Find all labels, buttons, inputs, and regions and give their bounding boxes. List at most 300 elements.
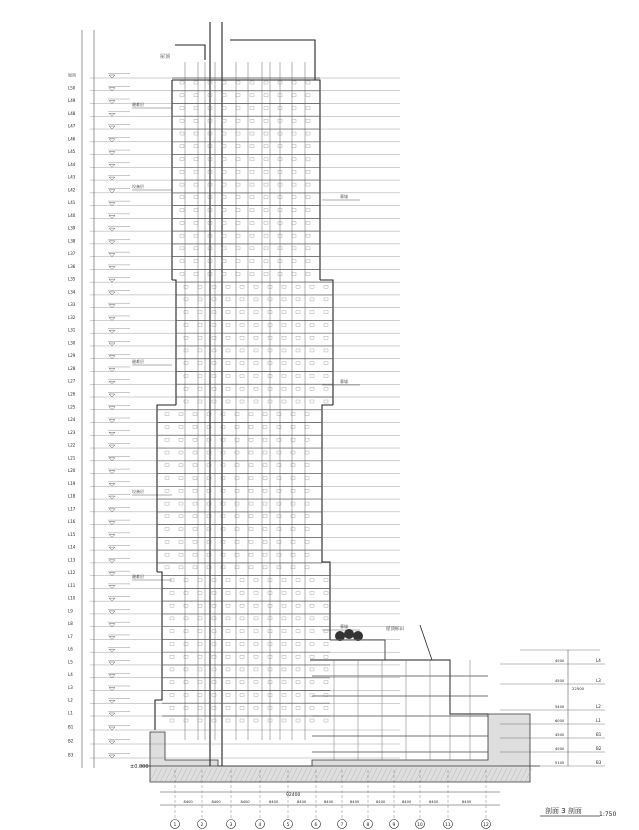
room-tag (306, 132, 310, 135)
room-tag (184, 604, 188, 607)
level-marker (109, 496, 115, 499)
room-tag (250, 247, 254, 250)
room-tag (198, 349, 202, 352)
room-tag (180, 170, 184, 173)
mid-right-wall (320, 280, 333, 405)
room-tag (235, 528, 239, 531)
room-tag (236, 247, 240, 250)
room-tag (165, 553, 169, 556)
room-tag (296, 349, 300, 352)
room-tag (306, 272, 310, 275)
room-tag (184, 706, 188, 709)
room-tag (324, 336, 328, 339)
room-tag (165, 451, 169, 454)
room-tag (292, 132, 296, 135)
room-tag (254, 630, 258, 633)
room-tag (198, 617, 202, 620)
room-tag (226, 706, 230, 709)
room-tag (222, 158, 226, 161)
room-tag (198, 591, 202, 594)
room-tag (198, 336, 202, 339)
room-tag (236, 209, 240, 212)
room-tag (306, 234, 310, 237)
right-callout: 幕墙 (340, 194, 348, 199)
top-level-label: 屋顶 (160, 54, 171, 60)
room-tag (194, 221, 198, 224)
room-tag (296, 362, 300, 365)
room-tag (240, 719, 244, 722)
room-tag (250, 158, 254, 161)
room-tag (212, 604, 216, 607)
room-tag (291, 451, 295, 454)
room-tag (184, 668, 188, 671)
room-tag (250, 145, 254, 148)
room-tag (179, 553, 183, 556)
room-tag (296, 655, 300, 658)
level-marker (109, 755, 115, 758)
room-tag (305, 515, 309, 518)
room-tag (250, 81, 254, 84)
room-tag (324, 591, 328, 594)
room-tag (324, 400, 328, 403)
room-tag (184, 719, 188, 722)
room-tag (165, 515, 169, 518)
room-tag (296, 311, 300, 314)
level-label: 屋顶 (68, 72, 76, 78)
room-tag (306, 119, 310, 122)
room-tag (324, 349, 328, 352)
level-label: L2 (68, 697, 73, 703)
room-tag (194, 107, 198, 110)
room-tag (282, 604, 286, 607)
room-tag (306, 183, 310, 186)
room-tag (236, 260, 240, 263)
room-tag (198, 311, 202, 314)
room-tag (291, 553, 295, 556)
room-tag (263, 477, 267, 480)
level-marker (109, 547, 115, 550)
lower-right-wall (322, 405, 333, 640)
level-label: L22 (68, 442, 76, 448)
room-tag (170, 719, 174, 722)
level-marker (109, 445, 115, 448)
room-tag (222, 221, 226, 224)
room-tag (180, 183, 184, 186)
room-tag (194, 158, 198, 161)
room-tag (296, 604, 300, 607)
room-tag (282, 681, 286, 684)
room-tag (254, 400, 258, 403)
level-marker (109, 126, 115, 129)
room-tag (184, 630, 188, 633)
room-tag (306, 94, 310, 97)
room-tag (277, 515, 281, 518)
room-tag (292, 170, 296, 173)
room-tag (235, 426, 239, 429)
room-tag (236, 107, 240, 110)
room-tag (179, 413, 183, 416)
room-tag (277, 464, 281, 467)
room-tag (254, 349, 258, 352)
room-tag (179, 502, 183, 505)
room-tag (254, 642, 258, 645)
level-marker (109, 573, 115, 576)
level-marker (109, 164, 115, 167)
room-tag (180, 260, 184, 263)
level-marker (109, 113, 115, 116)
room-tag (292, 221, 296, 224)
room-tag (240, 349, 244, 352)
room-tag (240, 681, 244, 684)
room-tag (296, 298, 300, 301)
room-tag (310, 362, 314, 365)
room-tag (254, 693, 258, 696)
room-tag (240, 285, 244, 288)
room-tag (194, 119, 198, 122)
room-tag (292, 145, 296, 148)
level-label: L28 (68, 365, 76, 371)
level-label: L46 (68, 136, 76, 142)
room-tag (235, 438, 239, 441)
room-tag (263, 413, 267, 416)
room-tag (310, 591, 314, 594)
room-tag (222, 119, 226, 122)
room-tag (310, 719, 314, 722)
room-tag (324, 374, 328, 377)
level-label: L30 (68, 340, 76, 346)
room-tag (249, 489, 253, 492)
base-left-wall (155, 572, 162, 730)
room-tag (193, 426, 197, 429)
room-tag (310, 642, 314, 645)
room-tag (292, 234, 296, 237)
room-tag (254, 579, 258, 582)
room-tag (179, 464, 183, 467)
axis-label: 4 (258, 823, 262, 828)
room-tag (324, 604, 328, 607)
room-tag (222, 260, 226, 263)
tree-icon (344, 629, 354, 639)
room-tag (184, 374, 188, 377)
room-tag (264, 209, 268, 212)
room-tag (291, 528, 295, 531)
room-tag (249, 528, 253, 531)
room-tag (282, 349, 286, 352)
room-tag (194, 209, 198, 212)
level-marker (109, 636, 115, 639)
level-label: L39 (68, 225, 76, 231)
room-tag (226, 719, 230, 722)
room-tag (193, 413, 197, 416)
room-tag (226, 642, 230, 645)
room-tag (264, 170, 268, 173)
left-level-labels (68, 30, 130, 768)
room-tag (291, 438, 295, 441)
room-tag (254, 336, 258, 339)
room-tag (282, 706, 286, 709)
room-tag (222, 234, 226, 237)
room-tag (194, 145, 198, 148)
room-tag (296, 642, 300, 645)
room-tag (236, 158, 240, 161)
lower-left-wall (157, 405, 176, 572)
room-tag (305, 477, 309, 480)
room-tag (292, 183, 296, 186)
room-tag (212, 630, 216, 633)
room-tag (282, 374, 286, 377)
room-tag (212, 642, 216, 645)
room-tag (184, 591, 188, 594)
level-label: B1 (68, 724, 74, 730)
room-tag (310, 374, 314, 377)
room-tag (240, 579, 244, 582)
room-tag (198, 374, 202, 377)
room-tag (305, 540, 309, 543)
room-tag (296, 400, 300, 403)
level-label: L41 (68, 200, 76, 206)
room-tag (226, 630, 230, 633)
right-level-label: L1 (596, 718, 601, 723)
room-tag (324, 706, 328, 709)
room-tag (306, 260, 310, 263)
room-tag (198, 362, 202, 365)
room-tag (193, 464, 197, 467)
level-marker (109, 368, 115, 371)
room-tag (198, 298, 202, 301)
right-level-label: B1 (596, 732, 602, 737)
room-tag (179, 477, 183, 480)
room-tag (226, 349, 230, 352)
room-tag (249, 438, 253, 441)
room-tag (180, 209, 184, 212)
level-marker (109, 560, 115, 563)
room-tag (235, 477, 239, 480)
room-tag (291, 477, 295, 480)
level-label: L14 (68, 544, 76, 550)
room-tag (212, 323, 216, 326)
room-tag (263, 464, 267, 467)
level-label: L38 (68, 238, 76, 244)
room-tag (184, 579, 188, 582)
level-label: B2 (68, 738, 74, 744)
room-tag (324, 323, 328, 326)
level-label: L12 (68, 570, 76, 576)
room-tag (184, 323, 188, 326)
room-tag (226, 285, 230, 288)
room-tag (194, 81, 198, 84)
podium-section (310, 625, 488, 760)
room-tag (198, 579, 202, 582)
room-tag (296, 668, 300, 671)
room-tag (212, 374, 216, 377)
room-tag (250, 196, 254, 199)
ground-level-label: ±0.000 (130, 764, 149, 770)
room-tag (282, 617, 286, 620)
room-tag (222, 81, 226, 84)
room-tag (282, 323, 286, 326)
room-tag (193, 540, 197, 543)
room-tag (179, 528, 183, 531)
room-tag (198, 693, 202, 696)
level-label: L48 (68, 110, 76, 116)
room-tag (296, 374, 300, 377)
room-tag (184, 617, 188, 620)
room-tag (249, 502, 253, 505)
room-tag (282, 298, 286, 301)
room-tag (310, 630, 314, 633)
room-tag (180, 107, 184, 110)
room-tag (235, 540, 239, 543)
room-tag (222, 145, 226, 148)
room-tag (170, 591, 174, 594)
room-tag (296, 336, 300, 339)
room-tag (291, 502, 295, 505)
room-tag (226, 579, 230, 582)
room-tag (170, 604, 174, 607)
room-tag (184, 387, 188, 390)
room-tag (254, 655, 258, 658)
room-tag (212, 579, 216, 582)
room-tag (324, 579, 328, 582)
axis-dimension-value: 8400 (269, 800, 279, 804)
room-tag (184, 285, 188, 288)
room-tag (292, 94, 296, 97)
left-callout: 设备层 (132, 489, 144, 494)
level-label: L49 (68, 98, 76, 104)
room-tag (194, 170, 198, 173)
room-tag (249, 477, 253, 480)
room-tag (165, 502, 169, 505)
room-tag (305, 502, 309, 505)
room-tag (226, 591, 230, 594)
room-tag (296, 719, 300, 722)
room-tag (296, 630, 300, 633)
room-tag (249, 464, 253, 467)
room-tag (198, 719, 202, 722)
room-tag (324, 311, 328, 314)
right-dimension-value: 5400 (555, 705, 565, 709)
axis-dimension-value: 8400 (429, 800, 439, 804)
room-tag (292, 158, 296, 161)
room-tag (180, 247, 184, 250)
room-tag (282, 655, 286, 658)
level-label: L16 (68, 519, 76, 525)
room-tag (254, 387, 258, 390)
room-tag (324, 642, 328, 645)
room-tag (212, 681, 216, 684)
room-tag (324, 298, 328, 301)
room-tag (235, 451, 239, 454)
level-marker (109, 317, 115, 320)
level-label: L20 (68, 468, 76, 474)
room-tag (222, 272, 226, 275)
room-tag (324, 655, 328, 658)
level-marker (109, 662, 115, 665)
room-tag (194, 272, 198, 275)
room-tag (292, 272, 296, 275)
room-tag (236, 94, 240, 97)
level-marker (109, 420, 115, 423)
room-tag (222, 183, 226, 186)
room-tag (193, 515, 197, 518)
room-tag (212, 617, 216, 620)
room-tag (198, 681, 202, 684)
room-tag (170, 693, 174, 696)
room-tag (165, 464, 169, 467)
right-callout: 幕墙 (340, 624, 348, 629)
room-tag (222, 247, 226, 250)
room-tag (180, 94, 184, 97)
room-tag (254, 668, 258, 671)
room-tag (310, 349, 314, 352)
room-tag (198, 400, 202, 403)
level-marker (109, 471, 115, 474)
room-tag (310, 655, 314, 658)
axis-label: 8 (366, 823, 370, 828)
room-tag (263, 515, 267, 518)
room-tag (250, 119, 254, 122)
room-tag (179, 566, 183, 569)
axis-label: 7 (340, 823, 344, 828)
room-tag (254, 362, 258, 365)
room-tag (184, 693, 188, 696)
room-tag (212, 336, 216, 339)
axis-label: 11 (445, 823, 451, 828)
room-tag (291, 540, 295, 543)
room-tag (305, 553, 309, 556)
room-tag (310, 311, 314, 314)
room-tag (264, 183, 268, 186)
room-tag (184, 400, 188, 403)
room-tag (296, 591, 300, 594)
room-tag (235, 553, 239, 556)
room-tag (292, 247, 296, 250)
room-tag (212, 387, 216, 390)
axis-dimension-value: 8400 (462, 800, 472, 804)
room-tag (198, 323, 202, 326)
level-label: L33 (68, 302, 76, 308)
room-tag (296, 693, 300, 696)
room-tag (193, 566, 197, 569)
level-marker (109, 687, 115, 690)
room-tag (306, 145, 310, 148)
room-tag (249, 553, 253, 556)
level-marker (109, 624, 115, 627)
room-tag (179, 540, 183, 543)
room-tag (263, 451, 267, 454)
level-label: L35 (68, 276, 76, 282)
room-tag (235, 413, 239, 416)
room-tag (263, 553, 267, 556)
room-tag (236, 183, 240, 186)
level-label: B3 (68, 752, 74, 758)
room-tag (180, 132, 184, 135)
right-level-label: B2 (596, 746, 602, 751)
room-tag (277, 451, 281, 454)
room-tag (170, 630, 174, 633)
level-marker (109, 305, 115, 308)
level-label: L32 (68, 314, 76, 320)
room-tag (226, 323, 230, 326)
level-marker (109, 292, 115, 295)
level-label: L34 (68, 289, 76, 295)
level-marker (109, 394, 115, 397)
level-marker (109, 241, 115, 244)
room-tag (264, 119, 268, 122)
room-tag (222, 196, 226, 199)
right-dimension-value: 4500 (555, 747, 565, 751)
level-lines (90, 78, 400, 758)
